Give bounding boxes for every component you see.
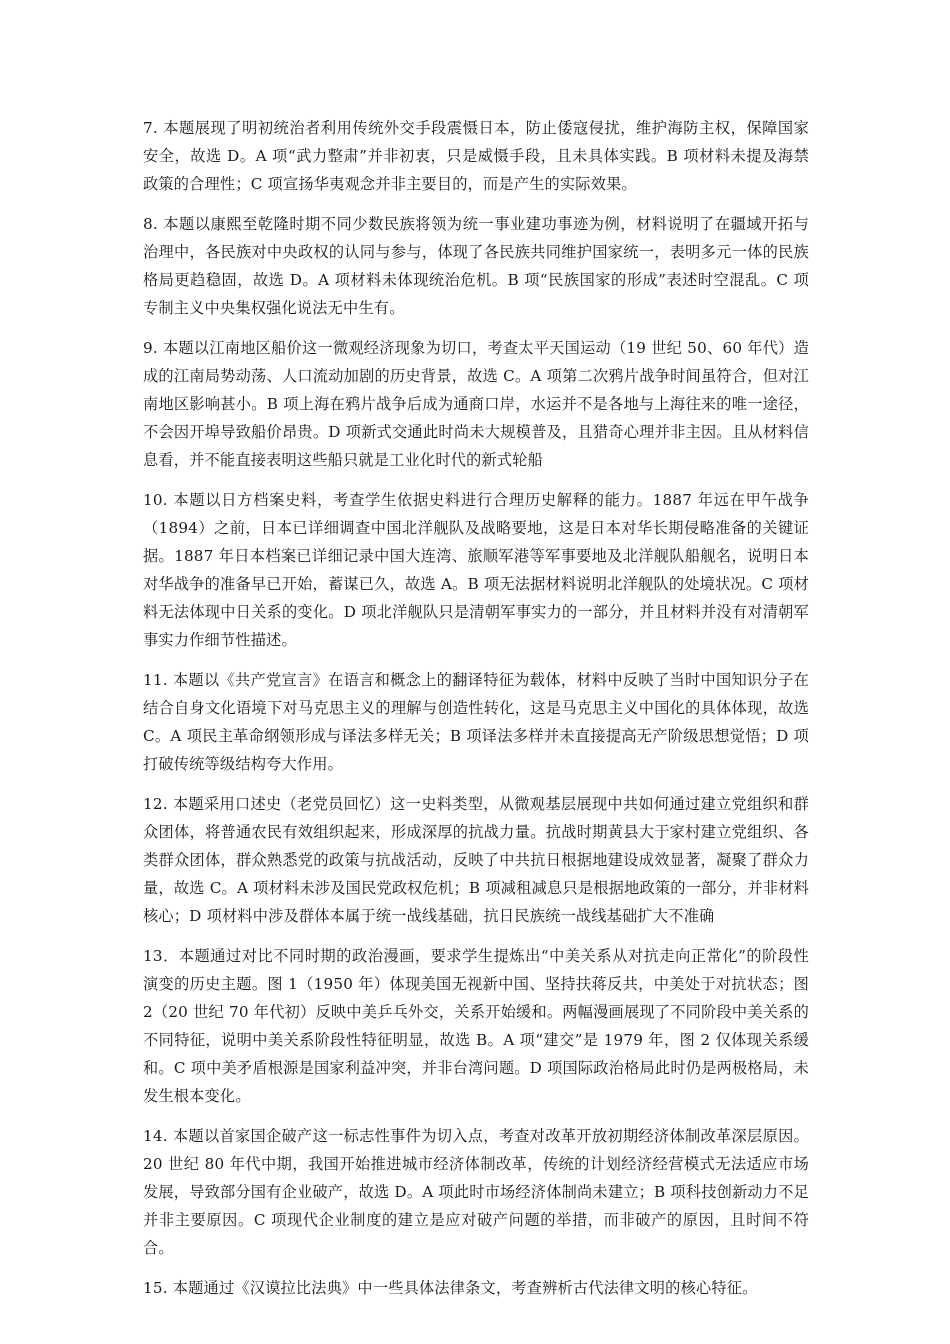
answer-13: 13．本题通过对比不同时期的政治漫画，要求学生提炼出“中美关系从对抗走向正常化”的阶段性演变的历史主题。图 1（1950 年）体现美国无视新中国、坚持扶蒋反共，中美处于对抗状态；图 2（20 世纪 70 年代初）反映中美乒乓外交，关系开始缓和。两幅漫画展现了不同阶段中美关系的不同特征，说明中美关系阶段性特征明显，故选 B。A 项“建交”是 1979 年，图 2 仅体现关系缓和。C 项中美矛盾根源是国家利益冲突，并非台湾问题。D 项国际政治格局此时仍是两极格局，未发生根本变化。 bbox=[143, 947, 809, 1105]
answer-10: 10. 本题以日方档案史料，考查学生依据史料进行合理历史解释的能力。1887 年远在甲午战争（1894）之前，日本已详细调查中国北洋舰队及战略要地，这是日本对华长期侵略准备的关键证据。1887 年日本档案已详细记录中国大连湾、旅顺军港等军事要地及北洋舰队船舰名，说明日本对华战争的准备早已开始，蓄谋已久，故选 A。B 项无法据材料说明北洋舰队的处境状况。C 项材料无法体现中日关系的变化。D 项北洋舰队只是清朝军事实力的一部分，并且材料并没有对清朝军事实力作细节性描述。 bbox=[143, 491, 809, 649]
answer-14: 14. 本题以首家国企破产这一标志性事件为切入点，考查对改革开放初期经济体制改革深层原因。20 世纪 80 年代中期，我国开始推进城市经济体制改革，传统的计划经济经营模式无法适应市场发展，导致部分国有企业破产，故选 D。A 项此时市场经济体制尚未建立；B 项科技创新动力不足并非主要原因。C 项现代企业制度的建立是应对破产问题的举措，而非破产的原因，且时间不符合。 bbox=[143, 1127, 809, 1257]
answer-8: 8. 本题以康熙至乾隆时期不同少数民族将领为统一事业建功事迹为例，材料说明了在疆域开拓与治理中，各民族对中央政权的认同与参与，体现了各民族共同维护国家统一，表明多元一体的民族格局更趋稳固，故选 D。A 项材料未体现统治危机。B 项“民族国家的形成”表述时空混乱。C 项专制主义中央集权强化说法无中生有。 bbox=[143, 215, 809, 317]
answer-11: 11. 本题以《共产党宣言》在语言和概念上的翻译特征为载体，材料中反映了当时中国知识分子在结合自身文化语境下对马克思主义的理解与创造性转化，这是马克思主义中国化的具体体现，故选 C。A 项民主革命纲领形成与译法多样无关；B 项译法多样并未直接提高无产阶级思想觉悟；D 项打破传统等级结构夸大作用。 bbox=[143, 671, 809, 773]
answer-7: 7. 本题展现了明初统治者利用传统外交手段震慑日本，防止倭寇侵扰，维护海防主权，保障国家安全，故选 D。A 项“武力整肃”并非初衷，只是威慑手段，且未具体实践。B 项材料未提及海禁政策的合理性；C 项宣扬华夷观念并非主要目的，而是产生的实际效果。 bbox=[143, 119, 809, 193]
answer-15: 15. 本题通过《汉谟拉比法典》中一些具体法律条文，考查辨析古代法律文明的核心特征。 bbox=[143, 1279, 758, 1297]
answer-9: 9. 本题以江南地区船价这一微观经济现象为切口，考查太平天国运动（19 世纪 50、60 年代）造成的江南局势动荡、人口流动加剧的历史背景，故选 C。A 项第二次鸦片战争时间虽符合，但对江南地区影响甚小。B 项上海在鸦片战争后成为通商口岸，水运并不是各地与上海往来的唯一途径，不会因开埠导致船价昂贵。D 项新式交通此时尚未大规模普及，且猎奇心理并非主因。且从材料信息看，并不能直接表明这些船只就是工业化时代的新式轮船 bbox=[143, 339, 809, 469]
answer-explanations bbox=[143, 114, 809, 1314]
answer-12: 12. 本题采用口述史（老党员回忆）这一史料类型，从微观基层展现中共如何通过建立党组织和群众团体，将普通农民有效组织起来，形成深厚的抗战力量。抗战时期黄县大于家村建立党组织、各类群众团体，群众熟悉党的政策与抗战活动，反映了中共抗日根据地建设成效显著，凝聚了群众力量，故选 C。A 项材料未涉及国民党政权危机；B 项减租减息只是根据地政策的一部分，并非材料核心；D 项材料中涉及群体本属于统一战线基础，抗日民族统一战线基础扩大不准确 bbox=[143, 795, 809, 925]
